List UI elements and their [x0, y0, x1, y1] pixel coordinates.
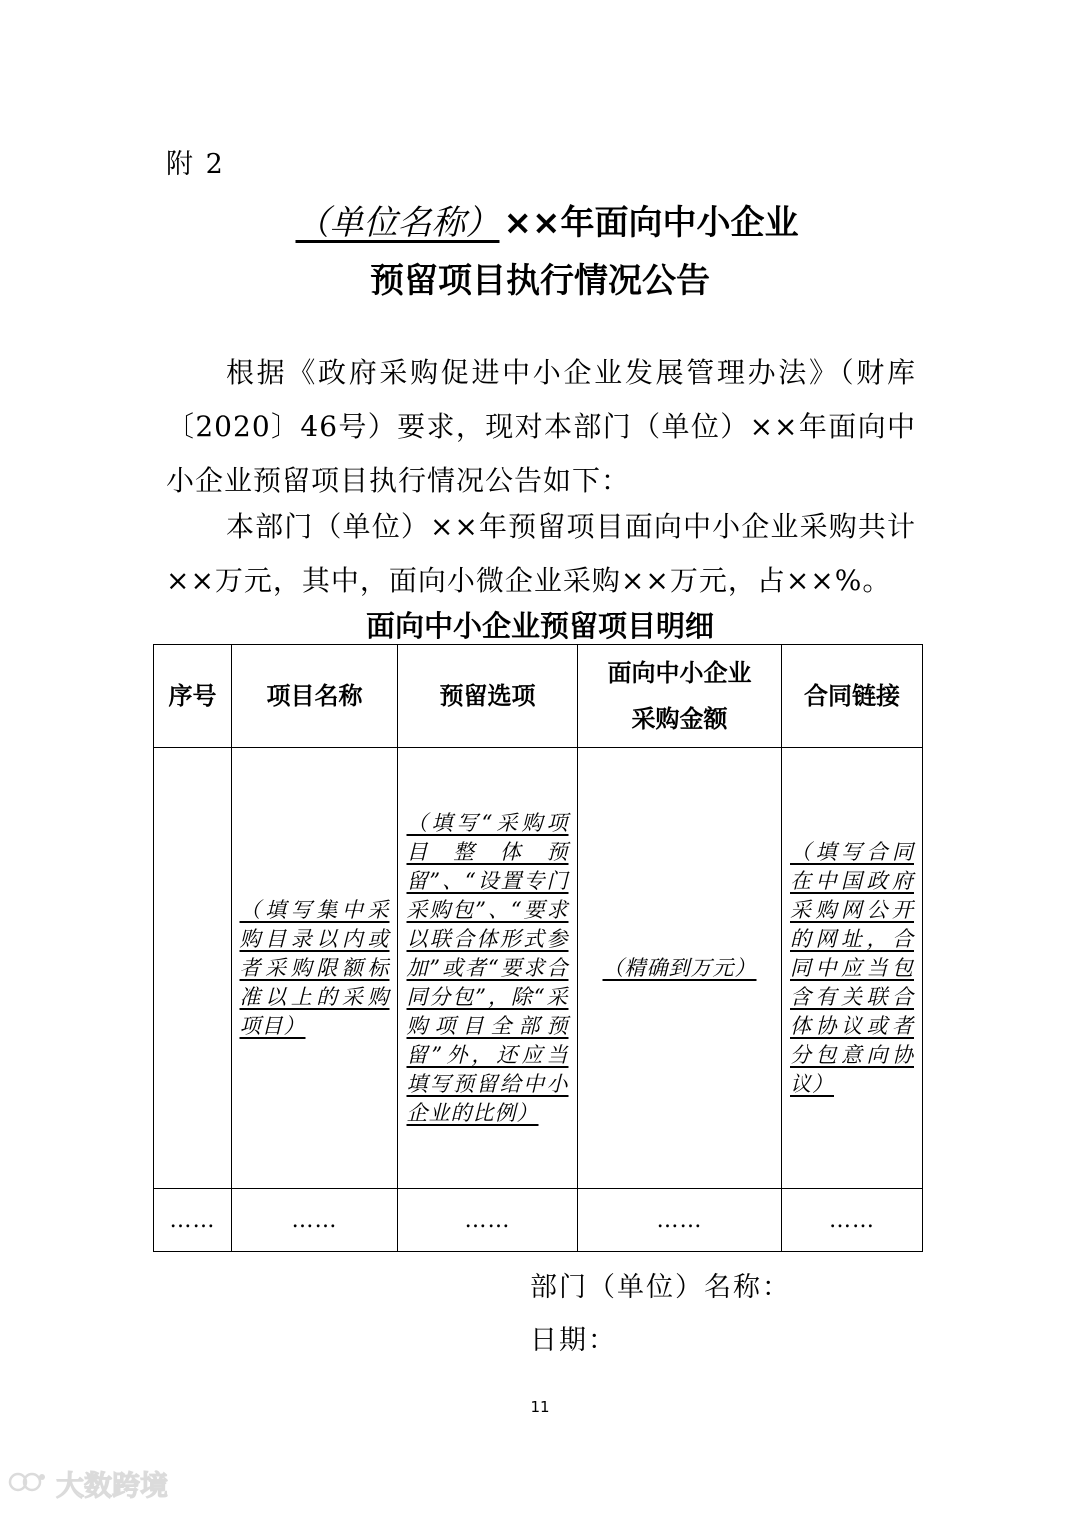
- detail-table: [153, 644, 923, 1252]
- page-number: 11: [530, 1398, 550, 1416]
- header-contract-link: 合同链接: [782, 645, 923, 748]
- header-reserve-option: 预留选项: [398, 645, 578, 748]
- cell-project-name: [232, 748, 398, 1189]
- ellipsis-cell: ……: [232, 1189, 398, 1252]
- header-amount-line-1: 面向中小企业: [607, 659, 752, 687]
- reserve-option-note: （填写“采购项目整体预留”、“设置专门采购包”、“要求以联合体形式参加”或者“要求合同分包”，除“采购项目全部预留”外，还应当填写预留给中小企业的比例）: [406, 810, 569, 1125]
- summary-paragraph: 本部门（单位）××年预留项目面向中小企业采购共计××万元，其中，面向小微企业采购××万元，占××%。: [166, 510, 916, 597]
- cell-amount: [578, 748, 782, 1189]
- contract-link-note: （填写合同在中国政府采购网公开的网址，合同中应当包含有关联合体协议或者分包意向协议）: [790, 839, 914, 1096]
- header-amount-line-2: 采购金额: [631, 705, 728, 733]
- watermark: [8, 1464, 168, 1504]
- title-line-1: [0, 195, 1080, 244]
- cell-contract-link: [782, 748, 923, 1189]
- cell-serial: [154, 748, 232, 1189]
- project-name-note: （填写集中采购目录以内或者采购限额标准以上的采购项目）: [239, 897, 390, 1038]
- ellipsis-cell: ……: [398, 1189, 578, 1252]
- unit-name-placeholder: （单位名称）: [295, 203, 500, 243]
- title-line-1-text: ××年面向中小企业: [503, 203, 799, 243]
- header-amount: [578, 645, 782, 748]
- cell-reserve-option: [398, 748, 578, 1189]
- amount-note: （精确到万元）: [602, 955, 757, 980]
- header-serial: 序号: [154, 645, 232, 748]
- watermark-logo-icon: [8, 1468, 48, 1500]
- ellipsis-cell: ……: [154, 1189, 232, 1252]
- ellipsis-cell: ……: [782, 1189, 923, 1252]
- header-project-name: 项目名称: [232, 645, 398, 748]
- ellipsis-cell: ……: [578, 1189, 782, 1252]
- watermark-text: 大数跨境: [56, 1469, 169, 1502]
- attachment-label: 附 2: [166, 149, 225, 180]
- table-header-row: [154, 645, 923, 748]
- signature-dept: 部门（单位）名称：: [530, 1272, 791, 1303]
- title-line-2: 预留项目执行情况公告: [370, 261, 710, 301]
- intro-paragraph: 根据《政府采购促进中小企业发展管理办法》（财库〔2020〕46号）要求，现对本部门（单位）××年面向中小企业预留项目执行情况公告如下：: [166, 356, 916, 497]
- table-title: 面向中小企业预留项目明细: [365, 609, 714, 643]
- signature-date: 日期：: [530, 1325, 617, 1356]
- table-row: [154, 1189, 923, 1252]
- table-row: [154, 748, 923, 1189]
